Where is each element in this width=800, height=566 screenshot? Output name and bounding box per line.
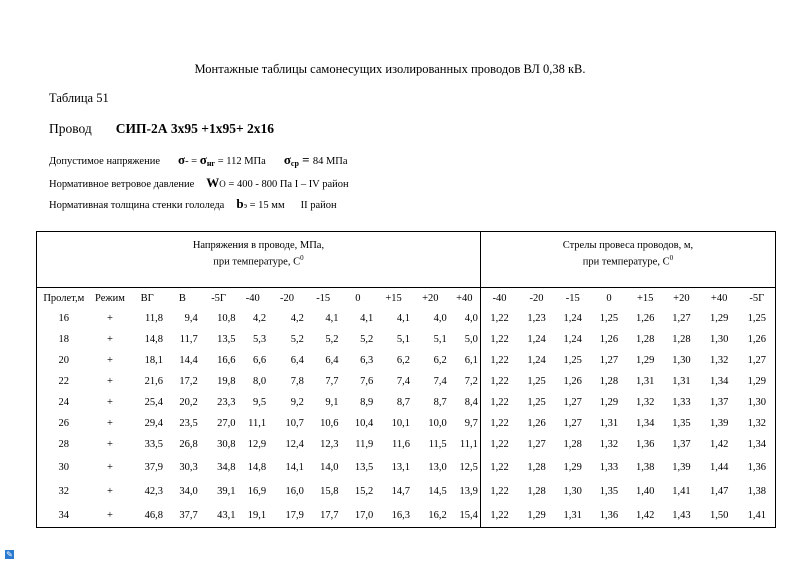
table-cell: 34,8 bbox=[217, 461, 236, 473]
table-cell: 11,8 bbox=[145, 313, 164, 324]
table-cell: 20,2 bbox=[179, 397, 198, 408]
table-cell: + bbox=[107, 334, 113, 345]
wind-label: Нормативное ветровое давление bbox=[49, 179, 195, 190]
table-cell: 5,1 bbox=[396, 334, 410, 345]
table-cell: 14,7 bbox=[391, 485, 410, 497]
table-cell: 26 bbox=[58, 418, 70, 429]
sigma-avg-value: 84 МПа bbox=[312, 156, 348, 167]
table-cell: 7,4 bbox=[433, 376, 447, 387]
table-cell: 1,44 bbox=[709, 461, 729, 473]
table-cell: 1,22 bbox=[480, 434, 518, 455]
table-row bbox=[37, 371, 776, 392]
table-cell: 1,22 bbox=[480, 371, 518, 392]
table-cell: 1,36 bbox=[747, 461, 766, 473]
stress-group-subtitle: при температуре, $С^0$ bbox=[213, 253, 304, 268]
column-header: +40 bbox=[456, 292, 473, 304]
table-cell: 7,4 bbox=[396, 376, 410, 387]
table-cell: 1,31 bbox=[563, 509, 582, 521]
column-header: +20 bbox=[422, 292, 439, 304]
table-cell: 1,31 bbox=[672, 376, 691, 387]
table-cell: 1,50 bbox=[709, 509, 729, 521]
table-cell: 10,6 bbox=[320, 418, 339, 429]
table-cell: 12,5 bbox=[459, 461, 478, 473]
table-cell: 4,2 bbox=[252, 313, 267, 324]
table-cell: 1,28 bbox=[635, 334, 655, 345]
table-cell: 23,3 bbox=[217, 397, 236, 408]
table-cell: 15,8 bbox=[320, 485, 339, 497]
table-cell: 18 bbox=[58, 334, 70, 345]
table-cell: 14,8 bbox=[144, 334, 164, 345]
table-cell: + bbox=[107, 509, 113, 521]
table-cell: 26,8 bbox=[179, 439, 198, 450]
table-cell: 1,39 bbox=[709, 418, 729, 429]
group-header-row bbox=[37, 232, 776, 276]
table-cell: 6,4 bbox=[290, 355, 304, 366]
column-header: -20 bbox=[529, 292, 544, 304]
table-cell: 10,4 bbox=[354, 418, 374, 429]
ice-value: = 15 мм bbox=[247, 200, 285, 211]
table-cell: 17,0 bbox=[354, 509, 374, 521]
table-cell: 16,6 bbox=[217, 355, 236, 366]
table-cell: 6,1 bbox=[464, 355, 478, 366]
table-cell: 11,5 bbox=[428, 439, 447, 450]
table-cell: 42,3 bbox=[144, 485, 164, 497]
table-cell: 9,7 bbox=[464, 418, 478, 429]
column-header: 0 bbox=[355, 292, 361, 304]
table-cell: + bbox=[107, 439, 113, 450]
table-cell: 13,5 bbox=[354, 461, 374, 473]
table-cell: 1,26 bbox=[747, 334, 766, 345]
table-cell: 1,42 bbox=[709, 439, 729, 450]
table-cell: 43,1 bbox=[217, 509, 236, 521]
table-cell: 11,1 bbox=[459, 439, 478, 450]
wind-symbol: W bbox=[206, 175, 220, 190]
ice-parameter bbox=[49, 196, 337, 212]
table-cell: 8,0 bbox=[252, 376, 267, 387]
table-cell: 1,22 bbox=[480, 479, 518, 503]
table-cell: 15,4 bbox=[459, 509, 478, 521]
table-cell: 8,9 bbox=[360, 397, 374, 408]
sigma-nb-subscript: нг bbox=[206, 159, 216, 168]
table-cell: 16,2 bbox=[428, 509, 447, 521]
table-cell: 1,26 bbox=[635, 313, 655, 324]
sigma-symbol: σ bbox=[177, 152, 186, 167]
column-header: -15 bbox=[316, 292, 331, 304]
table-cell: 20 bbox=[58, 355, 70, 366]
table-cell: 11,9 bbox=[355, 439, 374, 450]
table-cell: 37,9 bbox=[144, 461, 164, 473]
table-cell: 1,36 bbox=[635, 439, 655, 450]
table-cell: 8,4 bbox=[464, 397, 478, 408]
table-cell: 46,8 bbox=[144, 509, 164, 521]
table-cell: 1,25 bbox=[747, 313, 766, 324]
table-cell: 5,2 bbox=[360, 334, 374, 345]
table-cell: 16,3 bbox=[391, 509, 410, 521]
table-cell: 5,0 bbox=[464, 334, 478, 345]
table-cell: 13,1 bbox=[391, 461, 410, 473]
table-cell: 10,7 bbox=[285, 418, 304, 429]
table-cell: 1,32 bbox=[709, 355, 729, 366]
table-cell: 37,7 bbox=[179, 509, 198, 521]
table-cell: 1,43 bbox=[672, 509, 691, 521]
table-cell: 30,8 bbox=[217, 439, 236, 450]
table-cell: 30 bbox=[58, 461, 70, 473]
table-cell: 1,28 bbox=[672, 334, 691, 345]
table-cell: 1,29 bbox=[709, 313, 729, 324]
table-cell: 1,31 bbox=[599, 418, 619, 429]
table-cell: 16,0 bbox=[285, 485, 304, 497]
table-cell: 4,1 bbox=[325, 313, 339, 324]
table-cell: 1,26 bbox=[563, 376, 582, 387]
table-cell: 10,0 bbox=[428, 418, 447, 429]
column-header: -40 bbox=[480, 288, 518, 309]
table-cell: 22 bbox=[58, 376, 70, 387]
table-cell: + bbox=[107, 376, 113, 387]
sag-group-title: Стрелы провеса проводов, м, bbox=[562, 239, 694, 251]
table-cell: 1,25 bbox=[527, 376, 546, 387]
table-cell: 18,1 bbox=[144, 355, 164, 366]
table-cell: 1,22 bbox=[480, 329, 518, 350]
table-cell: 1,34 bbox=[709, 376, 729, 387]
table-cell: 1,23 bbox=[527, 313, 546, 324]
wire-label: Провод bbox=[49, 121, 92, 136]
table-cell: 1,32 bbox=[747, 418, 766, 429]
table-cell: 10,1 bbox=[391, 418, 410, 429]
table-cell: 1,32 bbox=[599, 439, 619, 450]
table-cell: 1,27 bbox=[527, 439, 546, 450]
column-header: -15 bbox=[565, 292, 580, 304]
header-divider-row bbox=[37, 275, 776, 288]
sigma-avg-subscript: ср bbox=[290, 159, 299, 168]
ice-symbol-subscript: э bbox=[243, 201, 248, 210]
table-cell: 39,1 bbox=[217, 485, 236, 497]
table-cell: 1,37 bbox=[672, 439, 691, 450]
table-cell: 1,29 bbox=[599, 397, 619, 408]
table-cell: 1,22 bbox=[480, 455, 518, 479]
table-cell: 1,36 bbox=[599, 509, 619, 521]
table-row bbox=[37, 350, 776, 371]
table-cell: 13,5 bbox=[217, 334, 236, 345]
table-cell: 1,24 bbox=[527, 334, 546, 345]
table-cell: 1,22 bbox=[480, 503, 518, 528]
table-cell: 1,27 bbox=[599, 355, 619, 366]
table-cell: 16 bbox=[58, 313, 70, 324]
table-cell: 1,33 bbox=[599, 461, 619, 473]
wire-type: СИП-2А 3х95 +1х95+ 2х16 bbox=[115, 121, 275, 136]
column-header: -40 bbox=[245, 292, 260, 304]
table-row bbox=[37, 413, 776, 434]
table-cell: 1,38 bbox=[747, 485, 766, 497]
mounting-table bbox=[36, 231, 776, 528]
table-cell: 4,1 bbox=[396, 313, 410, 324]
table-row bbox=[37, 392, 776, 413]
table-cell: 8,7 bbox=[433, 397, 447, 408]
table-cell: 24 bbox=[58, 397, 70, 408]
app-badge-icon: ✎ bbox=[6, 550, 13, 559]
table-cell: 12,3 bbox=[320, 439, 339, 450]
document-title: Монтажные таблицы самонесущих изолированных проводов ВЛ 0,38 кВ. bbox=[194, 62, 586, 76]
wind-parameter bbox=[49, 175, 349, 191]
table-cell: 5,2 bbox=[290, 334, 304, 345]
table-cell: 17,2 bbox=[179, 376, 198, 387]
wind-symbol-subscript: O bbox=[219, 179, 226, 189]
table-cell: 1,28 bbox=[527, 461, 546, 473]
table-cell: 1,25 bbox=[599, 313, 619, 324]
table-cell: 1,40 bbox=[635, 485, 655, 497]
column-header: +20 bbox=[673, 292, 690, 304]
table-cell: 34 bbox=[58, 509, 70, 521]
table-cell: 12,9 bbox=[247, 439, 267, 450]
column-header: +15 bbox=[385, 292, 402, 304]
table-cell: 11,1 bbox=[248, 418, 267, 429]
table-cell: 4,1 bbox=[360, 313, 374, 324]
table-cell: 9,4 bbox=[184, 313, 198, 324]
column-header: ВГ bbox=[140, 292, 154, 304]
table-cell: 8,7 bbox=[396, 397, 410, 408]
column-header: -5Г bbox=[211, 292, 227, 304]
table-cell: 1,24 bbox=[563, 334, 582, 345]
column-header: 0 bbox=[606, 292, 612, 304]
table-cell: 6,2 bbox=[396, 355, 410, 366]
table-row bbox=[37, 434, 776, 455]
table-cell: 32 bbox=[58, 485, 70, 497]
wind-value: = 400 - 800 Па I – IV район bbox=[225, 179, 349, 190]
ice-region: II район bbox=[300, 200, 337, 211]
table-cell: 29,4 bbox=[144, 418, 164, 429]
table-cell: 1,27 bbox=[563, 418, 582, 429]
table-cell: 9,2 bbox=[290, 397, 304, 408]
table-cell: 15,2 bbox=[354, 485, 374, 497]
table-cell: 14,0 bbox=[320, 461, 339, 473]
table-cell: 1,22 bbox=[480, 350, 518, 371]
table-cell: 1,30 bbox=[672, 355, 691, 366]
stress-group-header bbox=[37, 232, 481, 276]
table-cell: 9,5 bbox=[252, 397, 267, 408]
column-header: +15 bbox=[636, 292, 654, 304]
table-cell: 27,0 bbox=[217, 418, 236, 429]
table-cell: 1,26 bbox=[599, 334, 619, 345]
sigma-nb-value: = 112 МПа bbox=[215, 156, 266, 167]
column-header: -20 bbox=[279, 292, 294, 304]
table-cell: 11,6 bbox=[391, 439, 410, 450]
table-cell: 1,35 bbox=[599, 485, 619, 497]
table-cell: 1,22 bbox=[480, 308, 518, 329]
table-cell: 1,24 bbox=[563, 313, 582, 324]
column-header: В bbox=[178, 292, 186, 304]
column-header-row bbox=[37, 288, 776, 309]
table-cell: 4,0 bbox=[433, 313, 447, 324]
table-cell: 11,7 bbox=[179, 334, 198, 345]
stress-label: Допустимое напряжение bbox=[49, 156, 160, 167]
table-cell: 14,1 bbox=[285, 461, 304, 473]
table-cell: 1,27 bbox=[672, 313, 691, 324]
table-cell: 13,0 bbox=[428, 461, 447, 473]
table-cell: 1,37 bbox=[709, 397, 729, 408]
sigma-avg-symbol: σ bbox=[283, 152, 291, 167]
table-cell: 30,3 bbox=[179, 461, 198, 473]
table-cell: + bbox=[107, 461, 113, 473]
wire-line bbox=[49, 121, 274, 137]
table-cell: 5,1 bbox=[433, 334, 447, 345]
table-cell: 14,4 bbox=[179, 355, 198, 366]
table-cell: 1,29 bbox=[747, 376, 766, 387]
table-cell: 1,30 bbox=[709, 334, 729, 345]
table-cell: 1,34 bbox=[747, 439, 766, 450]
table-cell: + bbox=[107, 397, 113, 408]
table-cell: 1,27 bbox=[563, 397, 582, 408]
table-cell: 5,2 bbox=[325, 334, 339, 345]
table-cell: 1,47 bbox=[709, 485, 729, 497]
table-cell: 1,34 bbox=[635, 418, 655, 429]
sigma-avg-equals: = bbox=[298, 152, 313, 167]
table-cell: 1,42 bbox=[635, 509, 655, 521]
sag-group-header bbox=[480, 232, 775, 276]
table-cell: 25,4 bbox=[144, 397, 164, 408]
table-cell: 1,24 bbox=[527, 355, 546, 366]
table-cell: 21,6 bbox=[144, 376, 164, 387]
table-cell: 1,29 bbox=[635, 355, 655, 366]
table-row bbox=[37, 479, 776, 503]
table-cell: 1,22 bbox=[480, 392, 518, 413]
table-cell: 1,28 bbox=[527, 485, 546, 497]
table-cell: 7,7 bbox=[325, 376, 339, 387]
table-cell: 1,30 bbox=[747, 397, 766, 408]
table-cell: 7,6 bbox=[360, 376, 374, 387]
table-cell: 1,33 bbox=[672, 397, 691, 408]
table-cell: 5,3 bbox=[252, 334, 267, 345]
table-cell: 17,9 bbox=[285, 509, 304, 521]
table-cell: 1,25 bbox=[563, 355, 582, 366]
table-cell: 14,8 bbox=[247, 461, 267, 473]
table-cell: 23,5 bbox=[179, 418, 198, 429]
table-cell: 4,0 bbox=[464, 313, 478, 324]
table-cell: 1,29 bbox=[563, 461, 582, 473]
column-header: -5Г bbox=[749, 292, 765, 304]
table-cell: 1,26 bbox=[527, 418, 546, 429]
table-cell: 19,1 bbox=[247, 509, 267, 521]
ice-symbol: b bbox=[236, 196, 244, 211]
table-cell: 1,35 bbox=[672, 418, 691, 429]
table-cell: 1,39 bbox=[672, 461, 691, 473]
table-cell: 1,31 bbox=[635, 376, 655, 387]
column-header: Пролет,м bbox=[43, 292, 85, 304]
stress-parameter bbox=[49, 152, 348, 168]
table-row bbox=[37, 455, 776, 479]
table-cell: 16,9 bbox=[247, 485, 267, 497]
table-row bbox=[37, 503, 776, 528]
table-cell: 12,4 bbox=[285, 439, 304, 450]
table-cell: 6,3 bbox=[360, 355, 374, 366]
table-cell: 6,2 bbox=[433, 355, 447, 366]
stress-group-title: Напряжения в проводе, МПа, bbox=[192, 239, 325, 251]
table-cell: 14,5 bbox=[428, 485, 447, 497]
table-cell: 1,32 bbox=[635, 397, 655, 408]
table-cell: 7,2 bbox=[464, 376, 478, 387]
table-cell: 9,1 bbox=[325, 397, 339, 408]
table-cell: 34,0 bbox=[179, 485, 198, 497]
table-cell: 1,38 bbox=[635, 461, 655, 473]
table-cell: 13,9 bbox=[459, 485, 478, 497]
table-cell: + bbox=[107, 485, 113, 497]
table-row bbox=[37, 308, 776, 329]
table-cell: 6,4 bbox=[325, 355, 339, 366]
table-cell: 1,41 bbox=[672, 485, 691, 497]
sigma-equals: - = bbox=[185, 156, 200, 167]
table-number: Таблица 51 bbox=[49, 91, 109, 105]
table-row bbox=[37, 329, 776, 350]
table-cell: 1,28 bbox=[563, 439, 582, 450]
table-cell: 4,2 bbox=[290, 313, 304, 324]
table-cell: 6,6 bbox=[252, 355, 267, 366]
sag-group-subtitle: при температуре, $С^0$ bbox=[582, 253, 674, 268]
table-cell: 1,41 bbox=[747, 509, 766, 521]
table-cell: 7,8 bbox=[290, 376, 304, 387]
table-cell: 1,25 bbox=[527, 397, 546, 408]
table-cell: 10,8 bbox=[217, 313, 236, 324]
table-cell: + bbox=[107, 355, 113, 366]
table-cell: 19,8 bbox=[217, 376, 236, 387]
table-cell: 1,30 bbox=[563, 485, 582, 497]
table-cell: 33,5 bbox=[144, 439, 164, 450]
table-cell: + bbox=[107, 313, 113, 324]
table-cell: 28 bbox=[58, 439, 70, 450]
table-cell: + bbox=[107, 418, 113, 429]
ice-label: Нормативная толщина стенки гололеда bbox=[49, 200, 225, 211]
table-cell: 1,28 bbox=[599, 376, 619, 387]
column-header: Режим bbox=[95, 292, 125, 304]
table-cell: 1,29 bbox=[527, 509, 546, 521]
column-header: +40 bbox=[710, 292, 728, 304]
table-cell: 1,22 bbox=[480, 413, 518, 434]
table-cell: 1,27 bbox=[747, 355, 766, 366]
sigma-nb-symbol: σ bbox=[199, 152, 207, 167]
table-cell: 17,7 bbox=[320, 509, 339, 521]
